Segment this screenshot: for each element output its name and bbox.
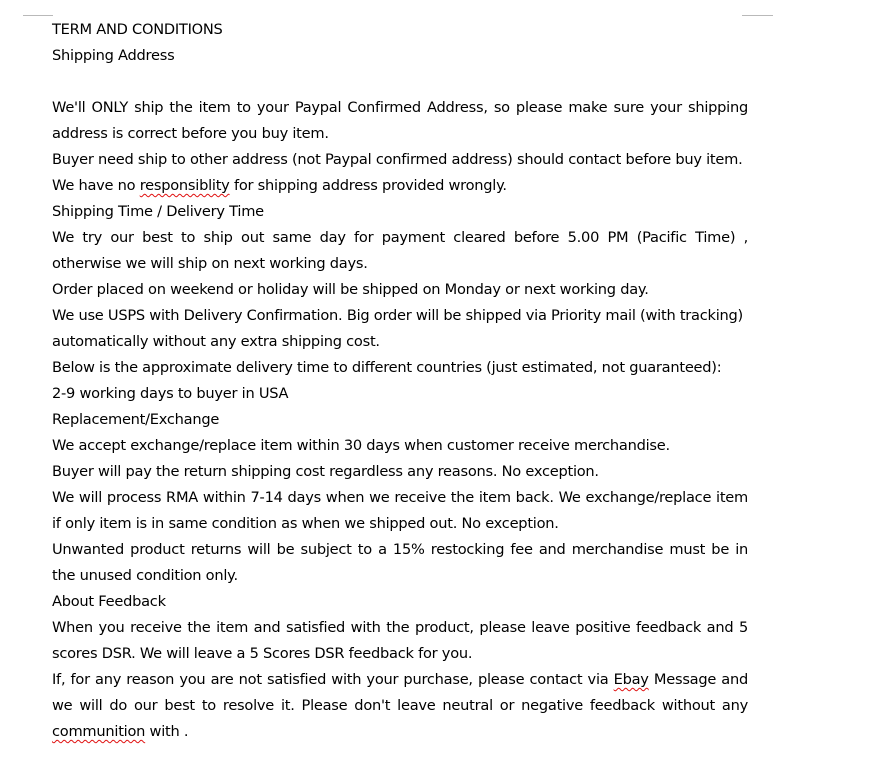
section-heading-replacement: Replacement/Exchange <box>52 411 220 428</box>
paragraph-line: Order placed on weekend or holiday will be shipped on Monday or next working day. <box>52 281 649 298</box>
paragraph-line: We try our best to ship out same day for payment cleared before 5.00 PM (Pacific Time) , <box>52 229 748 246</box>
paragraph-line: otherwise we will ship on next working days. <box>52 255 368 272</box>
paragraph-line: Buyer need ship to other address (not Paypal confirmed address) should contact before buy item. <box>52 151 743 168</box>
document-body[interactable] <box>52 17 748 745</box>
text-run: for shipping address provided wrongly. <box>229 177 507 194</box>
paragraph-line: We will process RMA within 7-14 days when we receive the item back. We exchange/replace item <box>52 489 748 506</box>
section-heading-shipping-address: Shipping Address <box>52 47 175 64</box>
paragraph-line: scores DSR. We will leave a 5 Scores DSR feedback for you. <box>52 645 473 662</box>
section-heading-feedback: About Feedback <box>52 593 166 610</box>
paragraph-line: Buyer will pay the return shipping cost regardless any reasons. No exception. <box>52 463 599 480</box>
misspelled-word: responsiblity <box>139 177 230 194</box>
text-run: Message and <box>648 671 748 688</box>
left-margin-mark <box>23 15 53 16</box>
paragraph-line: We'll ONLY ship the item to your Paypal Confirmed Address, so please make sure your shipping <box>52 99 748 116</box>
paragraph-line: Unwanted product returns will be subject to a 15% restocking fee and merchandise must be in <box>52 541 748 558</box>
text-run: with . <box>145 723 189 740</box>
blank-line <box>52 69 748 95</box>
paragraph-line: if only item is in same condition as when we shipped out. No exception. <box>52 515 559 532</box>
paragraph-line: address is correct before you buy item. <box>52 125 329 142</box>
paragraph-line: automatically without any extra shipping cost. <box>52 333 380 350</box>
paragraph-line <box>52 719 748 745</box>
misspelled-word: communition <box>52 723 146 740</box>
text-run: If, for any reason you are not satisfied with your purchase, please contact via <box>52 671 614 688</box>
paragraph-line: 2-9 working days to buyer in USA <box>52 385 289 402</box>
misspelled-word: Ebay <box>613 671 649 688</box>
paragraph-line: We accept exchange/replace item within 30 days when customer receive merchandise. <box>52 437 670 454</box>
paragraph-line: We use USPS with Delivery Confirmation. Big order will be shipped via Priority mail (with tracking) <box>52 307 743 324</box>
paragraph-line <box>52 173 748 199</box>
paragraph-line <box>52 667 748 693</box>
text-run: We have no <box>52 177 140 194</box>
paragraph-line: the unused condition only. <box>52 567 238 584</box>
section-heading-shipping-time: Shipping Time / Delivery Time <box>52 203 264 220</box>
paragraph-line: Below is the approximate delivery time to different countries (just estimated, not guaranteed): <box>52 359 722 376</box>
paragraph-line: When you receive the item and satisfied with the product, please leave positive feedback and 5 <box>52 619 748 636</box>
paragraph-line: we will do our best to resolve it. Please don't leave neutral or negative feedback without any <box>52 697 748 714</box>
document-title: TERM AND CONDITIONS <box>52 21 223 38</box>
right-margin-mark <box>742 15 773 16</box>
